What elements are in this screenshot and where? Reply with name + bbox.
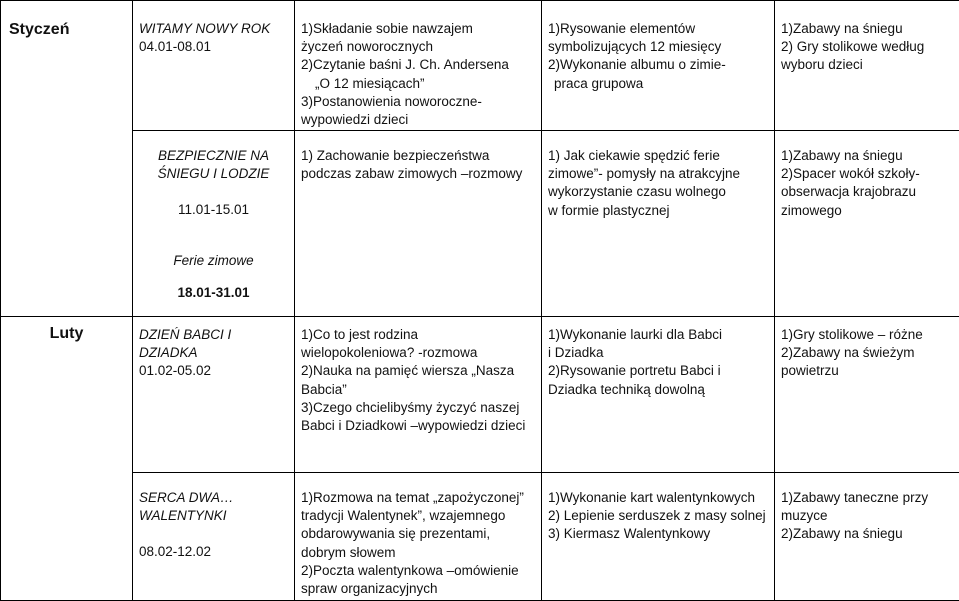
games-cell (775, 473, 959, 601)
holiday-dates: 18.01-31.01 (139, 284, 288, 302)
theme-cell (133, 317, 295, 473)
theme-title: WALENTYNKI (139, 507, 288, 525)
theme-cell (133, 1, 295, 131)
art-line: i Dziadka (548, 344, 768, 362)
table-row (1, 131, 959, 317)
month-label: Styczeń (1, 1, 132, 39)
activity-line: 2)Poczta walentynkowa –omówienie (301, 562, 535, 580)
theme-cell (133, 131, 295, 317)
activities-cell (295, 1, 542, 131)
activities-cell (295, 317, 542, 473)
table-row (1, 317, 959, 473)
activity-line: „O 12 miesiącach” (301, 75, 535, 93)
theme-title: WITAMY NOWY ROK (139, 20, 288, 38)
activity-line: dobrym słowem (301, 544, 535, 562)
art-line: 1)Wykonanie laurki dla Babci (548, 326, 768, 344)
art-line: symbolizujących 12 miesięcy (548, 38, 768, 56)
art-cell (542, 473, 775, 601)
games-cell (775, 131, 959, 317)
activity-line: 3)Czego chcielibyśmy życzyć naszej (301, 399, 535, 417)
games-cell (775, 317, 959, 473)
art-cell (542, 317, 775, 473)
activity-line: 3)Postanowienia noworoczne- (301, 93, 535, 111)
activity-line: 1)Co to jest rodzina (301, 326, 535, 344)
art-line: Dziadka techniką dowolną (548, 381, 768, 399)
art-line: praca grupowa (548, 75, 768, 93)
theme-dates: 11.01-15.01 (139, 201, 288, 219)
activities-cell (295, 131, 542, 317)
games-line: 1)Zabawy taneczne przy (781, 489, 953, 507)
activities-cell (295, 473, 542, 601)
art-line: 2)Wykonanie albumu o zimie- (548, 56, 768, 74)
art-line: wykorzystanie czasu wolnego (548, 183, 768, 201)
holiday-label: Ferie zimowe (139, 252, 288, 270)
theme-title: BEZPIECZNIE NA (139, 147, 288, 165)
games-line: 1)Gry stolikowe – różne (781, 326, 953, 344)
games-line: wyboru dzieci (781, 56, 953, 74)
month-label: Luty (1, 317, 132, 343)
games-line: 2) Gry stolikowe według (781, 38, 953, 56)
games-line: obserwacja krajobrazu (781, 183, 953, 201)
games-line: 2)Zabawy na świeżym (781, 344, 953, 362)
games-line: 2)Zabawy na śniegu (781, 525, 953, 543)
theme-dates: 08.02-12.02 (139, 543, 288, 561)
activity-line: 2)Czytanie baśni J. Ch. Andersena (301, 56, 535, 74)
month-cell (1, 317, 133, 601)
art-line: zimowe”- pomysły na atrakcyjne (548, 165, 768, 183)
activity-line: 1) Zachowanie bezpieczeństwa (301, 147, 535, 165)
activity-line: wielopokoleniowa? -rozmowa (301, 344, 535, 362)
art-line: 3) Kiermasz Walentynkowy (548, 525, 768, 543)
activity-line: tradycji Walentynek”, wzajemnego (301, 507, 535, 525)
games-cell (775, 1, 959, 131)
art-line: 1)Wykonanie kart walentynkowych (548, 489, 768, 507)
theme-dates: 04.01-08.01 (139, 38, 288, 56)
activity-line: spraw organizacyjnych (301, 580, 535, 598)
activity-line: 1)Rozmowa na temat „zapożyczonej” (301, 489, 535, 507)
activity-line: Babcia” (301, 381, 535, 399)
art-line: 2)Rysowanie portretu Babci i (548, 362, 768, 380)
theme-title: DZIEŃ BABCI I DZIADKA (139, 326, 288, 362)
games-line: powietrzu (781, 362, 953, 380)
art-line: 1) Jak ciekawie spędzić ferie (548, 147, 768, 165)
art-line: 1)Rysowanie elementów (548, 20, 768, 38)
activity-line: wypowiedzi dzieci (301, 111, 535, 129)
activity-line: Babci i Dziadkowi –wypowiedzi dzieci (301, 417, 535, 435)
month-cell (1, 1, 133, 317)
theme-cell (133, 473, 295, 601)
games-line: zimowego (781, 202, 953, 220)
activity-line: obdarowywania się prezentami, (301, 525, 535, 543)
table-row (1, 473, 959, 601)
activity-line: 1)Składanie sobie nawzajem (301, 20, 535, 38)
art-cell (542, 131, 775, 317)
games-line: 1)Zabawy na śniegu (781, 20, 953, 38)
activity-line: podczas zabaw zimowych –rozmowy (301, 165, 535, 183)
activity-line: 2)Nauka na pamięć wiersza „Nasza (301, 362, 535, 380)
theme-dates: 01.02-05.02 (139, 362, 288, 380)
games-line: 1)Zabawy na śniegu (781, 147, 953, 165)
art-line: 2) Lepienie serduszek z masy solnej (548, 507, 768, 525)
theme-title: ŚNIEGU I LODZIE (139, 165, 288, 183)
games-line: 2)Spacer wokół szkoły- (781, 165, 953, 183)
table-row (1, 1, 959, 131)
games-line: muzyce (781, 507, 953, 525)
art-cell (542, 1, 775, 131)
art-line: w formie plastycznej (548, 202, 768, 220)
activity-line: życzeń noworocznych (301, 38, 535, 56)
theme-title: SERCA DWA… (139, 489, 288, 507)
